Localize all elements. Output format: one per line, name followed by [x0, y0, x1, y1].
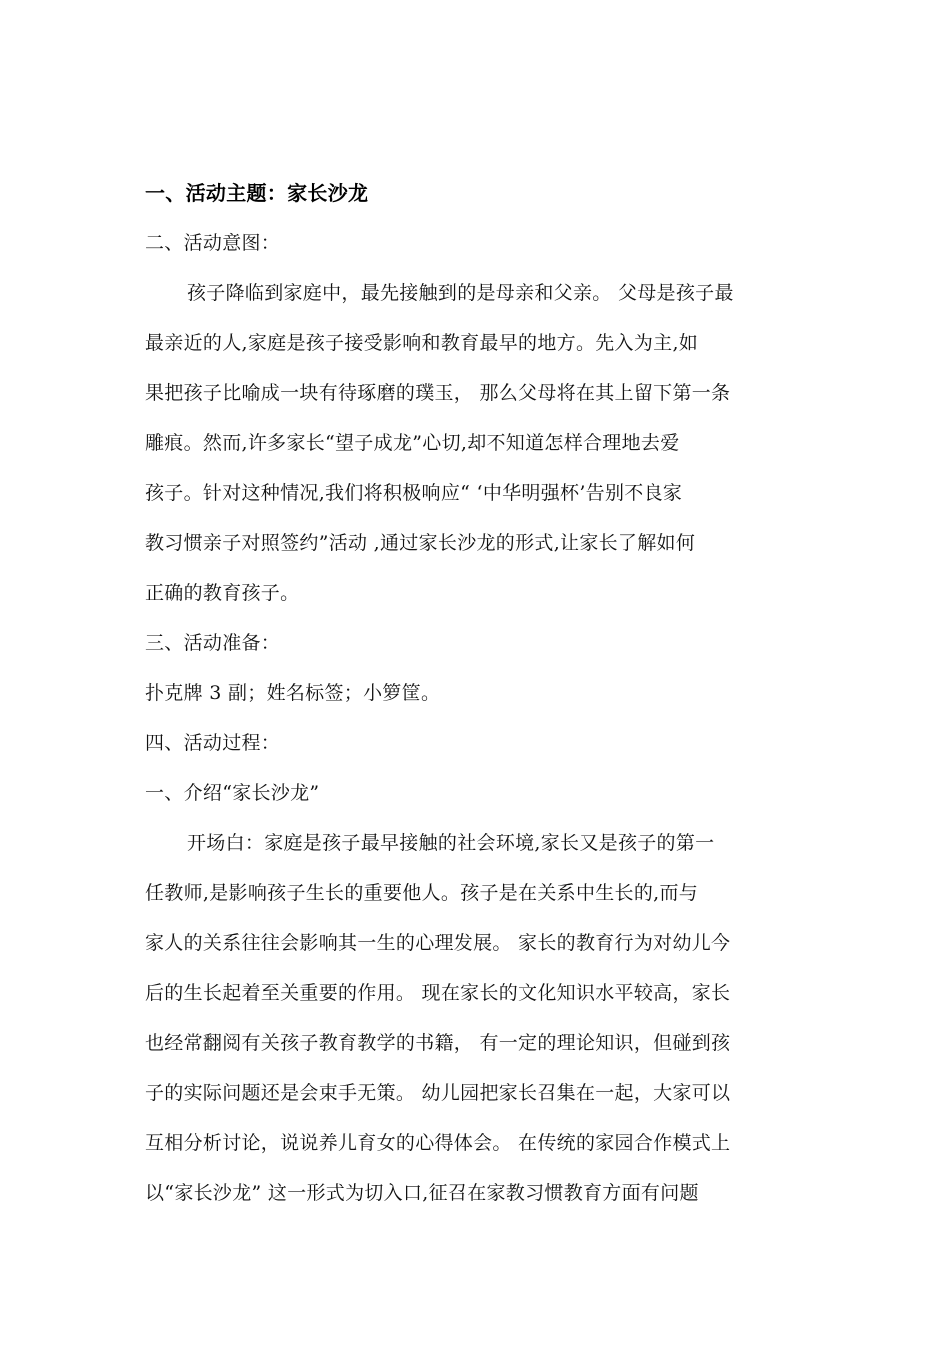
paragraph-line: 最亲近的人,家庭是孩子接受影响和教育最早的地方。先入为主,如 [145, 332, 699, 354]
paragraph-line: 正确的教育孩子。 [145, 582, 300, 604]
paragraph-line: 也经常翻阅有关孩子教育教学的书籍， 有一定的理论知识，但碰到孩 [145, 1032, 731, 1054]
paragraph-line: 扑克牌 3 副；姓名标签；小箩筐。 [145, 682, 441, 704]
section-heading-intent: 二、活动意图： [145, 232, 281, 254]
paragraph-line: 以“家长沙龙” 这一形式为切入口,征召在家教习惯教育方面有问题 [145, 1182, 699, 1204]
section-heading-preparation: 三、活动准备： [145, 632, 281, 654]
paragraph-line: 果把孩子比喻成一块有待琢磨的璞玉， 那么父母将在其上留下第一条 [145, 382, 731, 404]
paragraph-line: 子的实际问题还是会束手无策。 幼儿园把家长召集在一起，大家可以 [145, 1082, 731, 1104]
paragraph-line: 互相分析讨论，说说养儿育女的心得体会。 在传统的家园合作模式上 [145, 1132, 731, 1154]
paragraph-line: 后的生长起着至关重要的作用。 现在家长的文化知识水平较高，家长 [145, 982, 731, 1004]
paragraph-line: 孩子降临到家庭中，最先接触到的是母亲和父亲。 父母是孩子最 [187, 282, 734, 304]
paragraph-line: 孩子。针对这种情况,我们将积极响应“ ‘中华明强杯’告别不良家 [145, 482, 683, 504]
paragraph-line: 开场白：家庭是孩子最早接触的社会环境,家长又是孩子的第一 [187, 832, 715, 854]
paragraph-line: 教习惯亲子对照签约”活动 ,通过家长沙龙的形式,让家长了解如何 [145, 532, 696, 554]
paragraph-line: 家人的关系往往会影响其一生的心理发展。 家长的教育行为对幼儿今 [145, 932, 731, 954]
section-heading-process: 四、活动过程： [145, 732, 281, 754]
paragraph-line: 雕痕。然而,许多家长“望子成龙”心切,却不知道怎样合理地去爱 [145, 432, 680, 454]
document-title: 一、活动主题：家长沙龙 [145, 181, 369, 205]
subsection-heading: 一、介绍“家长沙龙” [145, 782, 320, 804]
paragraph-line: 任教师,是影响孩子生长的重要他人。孩子是在关系中生长的,而与 [145, 882, 699, 904]
